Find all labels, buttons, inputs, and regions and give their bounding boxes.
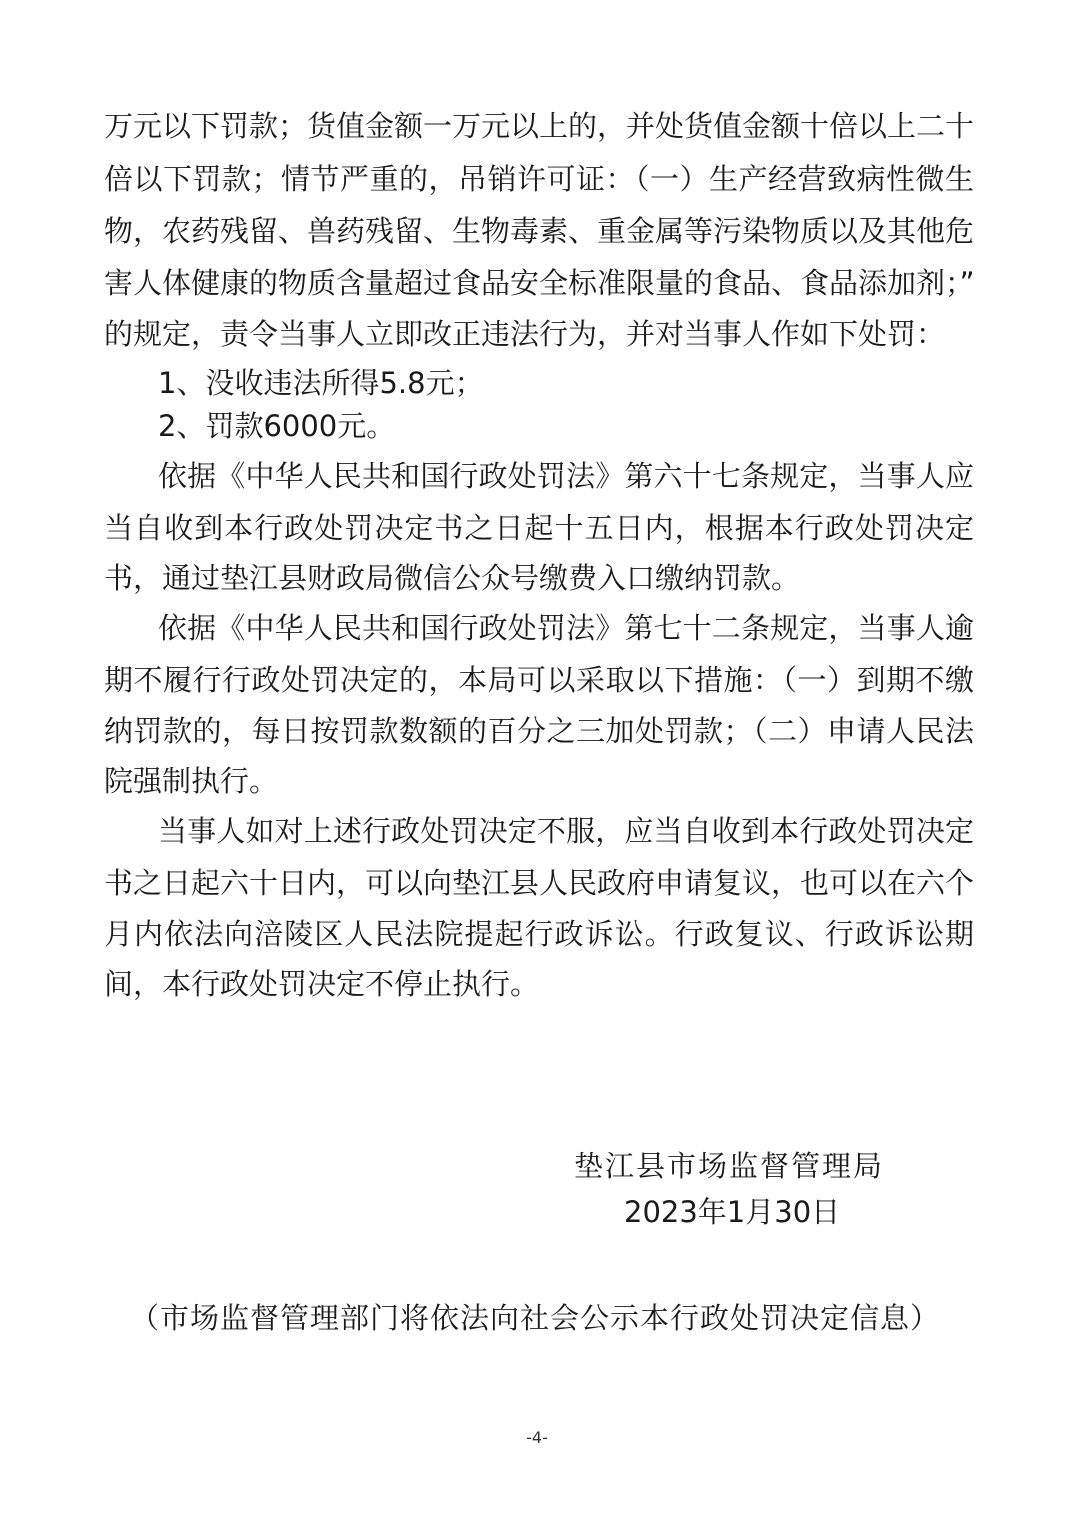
publication-notice: （市场监督管理部门将依法向社会公示本行政处罚决定信息） xyxy=(130,1301,941,1335)
body-line-2: 倍以下罚款；情节严重的，吊销许可证：（一）生产经营致病性微生 xyxy=(104,162,974,196)
appeal-paragraph-line-2: 书之日起六十日内，可以向垫江县人民政府申请复议，也可以在六个 xyxy=(104,866,975,900)
penalty-item-1: 1、没收违法所得5.8元； xyxy=(158,366,484,400)
issuing-agency: 垫江县市场监督管理局 xyxy=(574,1149,885,1183)
overdue-paragraph-line-1: 依据《中华人民共和国行政处罚法》第七十二条规定，当事人逾 xyxy=(158,611,974,645)
overdue-paragraph-line-4: 院强制执行。 xyxy=(104,764,279,798)
appeal-paragraph-line-4: 间，本行政处罚决定不停止执行。 xyxy=(104,967,540,1001)
appeal-paragraph-line-1: 当事人如对上述行政处罚决定不服，应当自收到本行政处罚决定 xyxy=(158,814,974,848)
payment-paragraph-line-2: 当自收到本行政处罚决定书之日起十五日内，根据本行政处罚决定 xyxy=(104,511,974,545)
appeal-paragraph-line-3: 月内依法向涪陵区人民法院提起行政诉讼。行政复议、行政诉讼期 xyxy=(104,917,974,951)
body-line-4: 害人体健康的物质含量超过食品安全标准限量的食品、食品添加剂；” xyxy=(104,266,975,300)
payment-paragraph-line-3: 书，通过垫江县财政局微信公众号缴费入口缴纳罚款。 xyxy=(104,561,801,595)
penalty-item-2: 2、罚款6000元。 xyxy=(158,409,396,443)
body-line-3: 物，农药残留、兽药残留、生物毒素、重金属等污染物质以及其他危 xyxy=(104,214,975,248)
page-number: -4- xyxy=(526,1428,548,1447)
body-line-5: 的规定，责令当事人立即改正违法行为，并对当事人作如下处罚： xyxy=(104,317,946,351)
body-line-1: 万元以下罚款；货值金额一万元以上的，并处货值金额十倍以上二十 xyxy=(104,109,975,143)
overdue-paragraph-line-2: 期不履行行政处罚决定的，本局可以采取以下措施：（一）到期不缴 xyxy=(104,663,974,697)
issue-date: 2023年1月30日 xyxy=(624,1195,841,1229)
overdue-paragraph-line-3: 纳罚款的，每日按罚款数额的百分之三加处罚款；（二）申请人民法 xyxy=(104,714,974,748)
payment-paragraph-line-1: 依据《中华人民共和国行政处罚法》第六十七条规定，当事人应 xyxy=(158,459,974,493)
